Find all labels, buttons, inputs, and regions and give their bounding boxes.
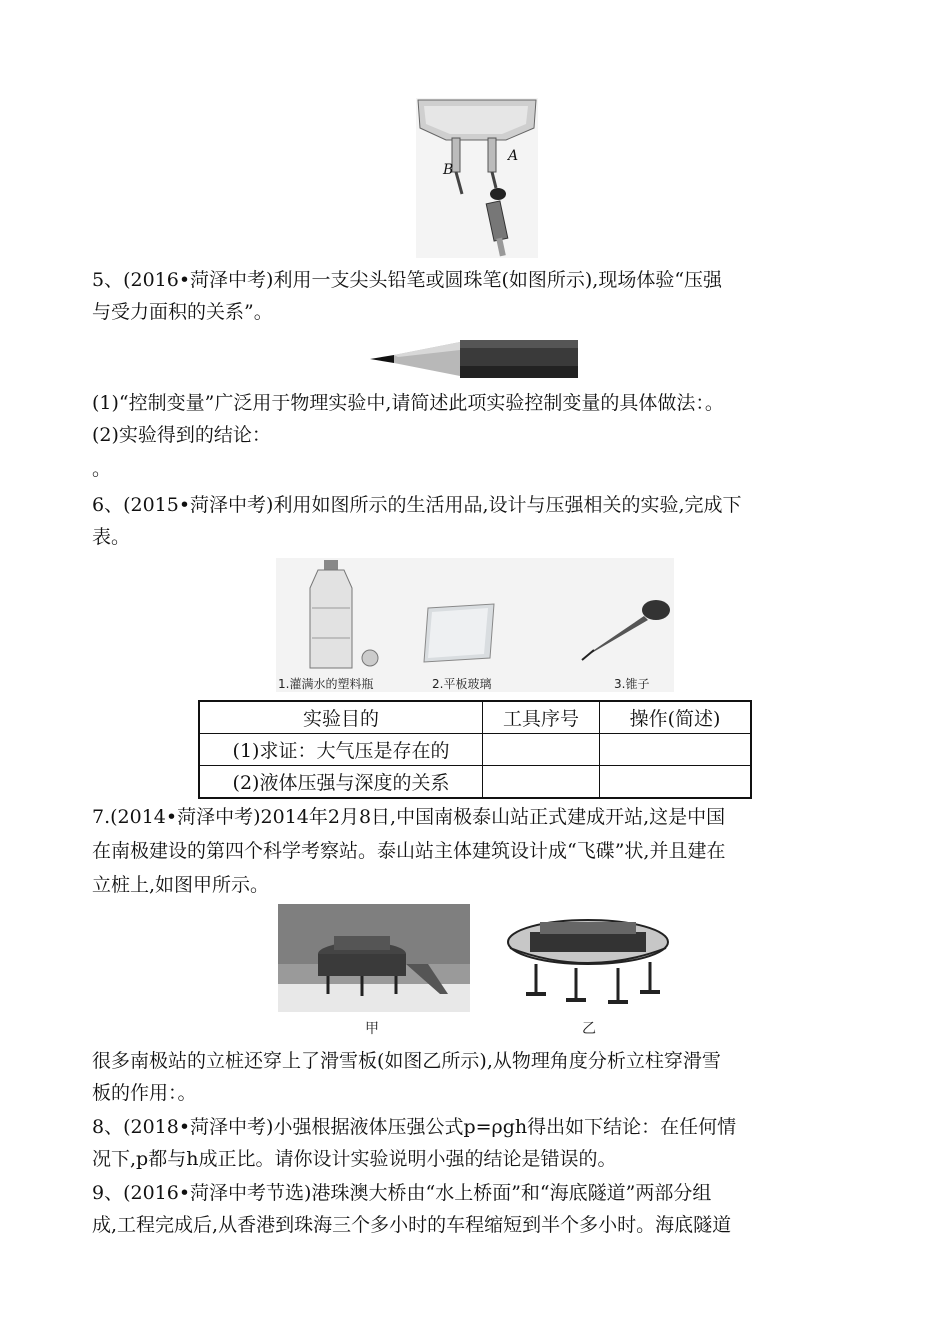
item-caption-1: 1.灌满水的塑料瓶 [278, 677, 374, 691]
row1-tool[interactable] [483, 734, 600, 766]
row2-operation[interactable] [600, 766, 752, 799]
row2-tool[interactable] [483, 766, 600, 799]
q9-line-2: 成,工程完成后,从香港到珠海三个多小时的车程缩短到半个多小时。海底隧道 [92, 1214, 732, 1236]
header-operation: 操作(简述) [600, 701, 752, 734]
q9-line-1: 9、(2016•菏泽中考节选)港珠澳大桥由“水上桥面”和“海底隧道”两部分组 [92, 1182, 712, 1204]
table-header-row [199, 701, 751, 734]
header-tool: 工具序号 [483, 701, 600, 734]
table-row [199, 734, 751, 766]
header-purpose: 实验目的 [199, 701, 483, 734]
item-caption-2: 2.平板玻璃 [432, 677, 492, 691]
table-row [199, 766, 751, 799]
label-b: B [443, 162, 454, 178]
q5-sub-2: (2)实验得到的结论： [92, 424, 271, 446]
q5-line-2: 与受力面积的关系”。 [92, 301, 273, 323]
q7-line-4: 很多南极站的立桩还穿上了滑雪板(如图乙所示),从物理角度分析立柱穿滑雪 [92, 1050, 721, 1072]
label-a: A [508, 148, 519, 164]
q5-sub-1: (1)“控制变量”广泛用于物理实验中,请简述此项实验控制变量的具体做法：。 [92, 392, 724, 414]
q5-sub-2-end: 。 [92, 458, 112, 480]
q5-line-1: 5、(2016•菏泽中考)利用一支尖头铅笔或圆珠笔(如图所示),现场体验“压强 [92, 269, 723, 291]
q6-line-1: 6、(2015•菏泽中考)利用如图所示的生活用品,设计与压强相关的实验,完成下 [92, 494, 742, 516]
q7-line-1: 7.(2014•菏泽中考)2014年2月8日,中国南极泰山站正式建成开站,这是中国 [92, 806, 726, 828]
q8-line-1: 8、(2018•菏泽中考)小强根据液体压强公式p=ρgh得出如下结论：在任何情 [92, 1116, 737, 1138]
q7-line-3: 立桩上,如图甲所示。 [92, 874, 270, 896]
caption-jia: 甲 [365, 1021, 379, 1037]
q8-line-2: 况下,p都与h成正比。请你设计实验说明小强的结论是错误的。 [92, 1148, 617, 1170]
station-diagram-b [500, 908, 680, 1008]
q6-line-2: 表。 [92, 526, 131, 548]
row2-purpose: (2)液体压强与深度的关系 [199, 766, 483, 799]
caption-yi: 乙 [582, 1021, 596, 1037]
item-caption-3: 3.锥子 [614, 677, 650, 691]
station-photo-a [278, 904, 470, 1012]
row1-operation[interactable] [600, 734, 752, 766]
row1-purpose: (1)求证：大气压是存在的 [199, 734, 483, 766]
q7-line-5: 板的作用：。 [92, 1082, 197, 1104]
iv-bag-figure [416, 98, 538, 258]
experiment-table [198, 700, 752, 799]
items-figure [276, 558, 674, 692]
q7-line-2: 在南极建设的第四个科学考察站。泰山站主体建筑设计成“飞碟”状,并且建在 [92, 840, 726, 862]
pencil-figure [368, 336, 580, 382]
